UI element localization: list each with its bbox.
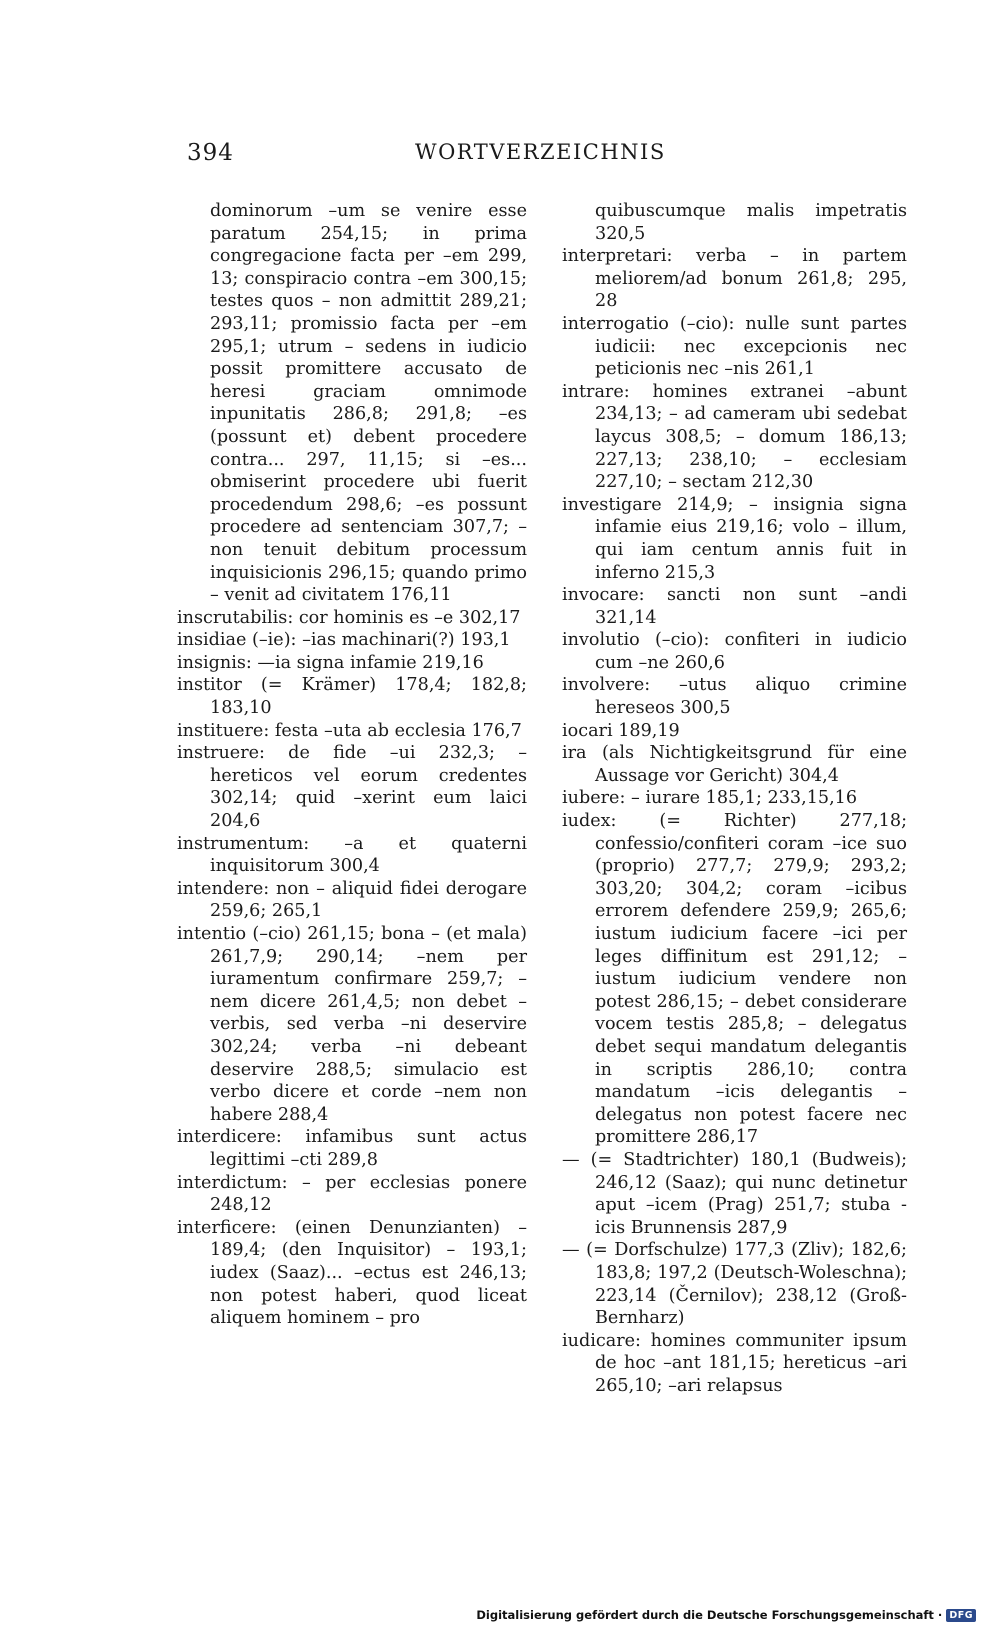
footer-credit: Digitalisierung gefördert durch die Deutsche Forschungsgemeinschaft · (476, 1608, 943, 1622)
index-entry: iudex: (= Richter) 277,18; confessio/confiteri coram –ice suo (proprio) 277,7; 279,9; 293,2; 303,20; 304,2; coram –icibus errorem defendere 259,9; 265,6; iustum iudicium facere –ici per leges diffinitum est 291,12; – iustum iudicium vendere non potest 286,15; – debet considerare vocem testis 285,8; – delegatus debet sequi mandatum delegantis in scriptis 286,10; contra mandatum –icis delegantis – delegatus non potest facere nec promittere 286,17 (562, 811, 907, 1148)
index-entry: insidiae (–ie): –ias machinari(?) 193,1 (177, 630, 511, 651)
right-column (562, 200, 907, 1397)
index-entry: interdicere: infamibus sunt actus legittimi –cti 289,8 (177, 1127, 527, 1170)
index-entry: iudicare: homines communiter ipsum de hoc –ant 181,15; hereticus –ari 265,10; –ari relapsus (562, 1330, 907, 1396)
index-entry: inscrutabilis: cor hominis es –e 302,17 (177, 607, 521, 628)
page-number: 394 (187, 140, 234, 166)
index-entry: intrare: homines extranei –abunt 234,13; – ad cameram ubi sedebat laycus 308,5; – domum 186,13; 227,13; 238,10; – ecclesiam 227,10; – sectam 212,30 (562, 381, 907, 493)
index-entry: interpretari: verba – in partem meliorem/ad bonum 261,8; 295, 28 (562, 246, 907, 312)
index-entry: involvere: –utus aliquo crimine hereseos 300,5 (562, 675, 907, 719)
index-entry: involutio (–cio): confiteri in iudicio cum –ne 260,6 (562, 630, 907, 673)
index-entry: invocare: sancti non sunt –andi 321,14 (562, 585, 907, 628)
index-entry: intentio (–cio) 261,15; bona – (et mala) 261,7,9; 290,14; –nem per iuramentum confirmare 259,7; –nem dicere 261,4,5; non debet – verbis, sed verba –ni deservire 302,24; verba –ni debeant deservire 288,5; simulacio est verbo dicere et corde –nem non habere 288,4 (177, 924, 527, 1125)
index-entry: instruere: de fide –ui 232,3; – hereticos vel eorum credentes 302,14; quid –xerint eum laici 204,6 (177, 743, 527, 832)
index-entry: iubere: – iurare 185,1; 233,15,16 (562, 788, 858, 809)
index-entry: interrogatio (–cio): nulle sunt partes iudicii: nec excepcionis nec peticionis nec –nis 261,1 (562, 313, 907, 380)
index-entry: interdictum: – per ecclesias ponere 248,12 (177, 1172, 527, 1216)
index-entry: instituere: festa –uta ab ecclesia 176,7 (177, 720, 522, 741)
index-entry: interficere: (einen Denunzianten) – 189,4; (den Inquisitor) – 193,1; iudex (Saaz)... –ectus est 246,13; non potest haberi, quod liceat aliquem hominem – pro (177, 1217, 527, 1329)
running-head: WORTVERZEICHNIS (415, 140, 666, 164)
index-entry: — (= Stadtrichter) 180,1 (Budweis); 246,12 (Saaz); qui nunc detinetur aput –icem (Prag) 251,7; stuba -icis Brunnensis 287,9 (562, 1149, 907, 1238)
index-entry: insignis: —ia signa infamie 219,16 (177, 652, 484, 673)
digitization-footer (476, 1608, 976, 1622)
index-entry: dominorum –um se venire esse paratum 254,15; in prima congregacione facta per –em 299, 13; conspiracio contra –em 300,15; testes quos – non admittit 289,21; 293,11; promissio facta per –em 295,1; utrum – sedens in iudicio possit promittere accusato de heresi graciam omnimode inpunitatis 286,8; 291,8; –es (possunt et) debent procedere contra... 297, 11,15; si –es... obmiserint procedere ubi fuerit procedendum 298,6; –es possunt procedere ad sentenciam 307,7; – non tenuit debitum processum inquisicionis 296,15; quando primo – venit ad civitatem 176,11 (210, 201, 527, 606)
dfg-logo: DFG (946, 1609, 976, 1622)
index-entry: investigare 214,9; – insignia signa infamie eius 219,16; volo – illum, qui iam centum annis fuit in inferno 215,3 (562, 494, 907, 583)
left-column (177, 200, 527, 1330)
index-entry: iocari 189,19 (562, 720, 680, 741)
index-entry: ira (als Nichtigkeitsgrund für eine Aussage vor Gericht) 304,4 (562, 743, 907, 786)
index-entry: quibuscumque malis impetratis 320,5 (595, 201, 907, 244)
index-entry: institor (= Krämer) 178,4; 182,8; 183,10 (177, 675, 527, 719)
index-entry: — (= Dorfschulze) 177,3 (Zliv); 182,6; 183,8; 197,2 (Deutsch-Woleschna); 223,14 (Černilov); 238,12 (Groß-Bernharz) (562, 1240, 907, 1329)
index-entry: intendere: non – aliquid fidei derogare 259,6; 265,1 (177, 878, 527, 922)
index-entry: instrumentum: –a et quaterni inquisitorum 300,4 (177, 833, 527, 877)
